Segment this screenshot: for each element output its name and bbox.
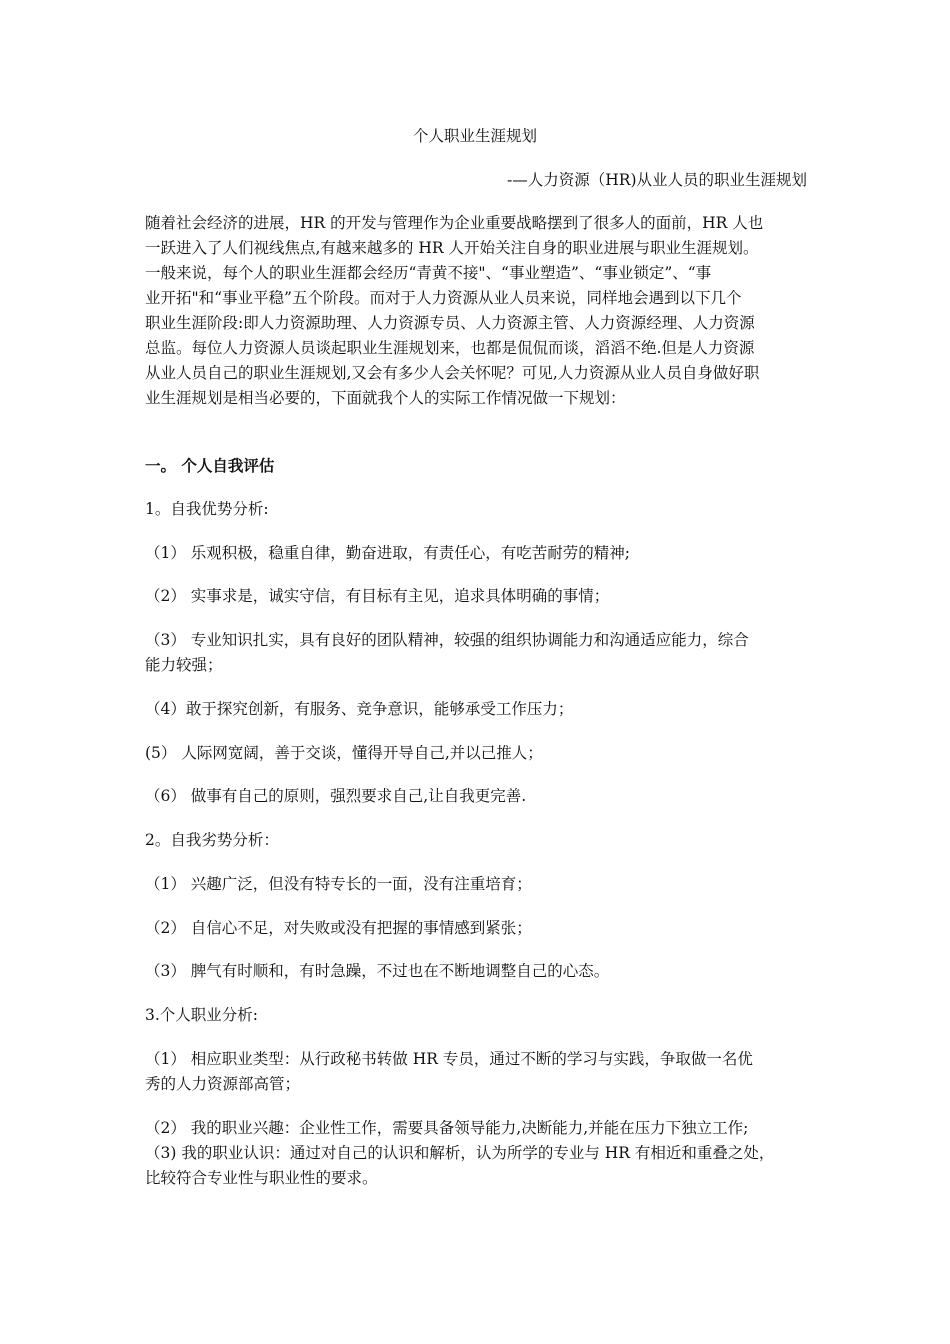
section-heading: 一。 个人自我评估	[145, 456, 275, 475]
weakness-item: （1） 兴趣广泛，但没有特专长的一面，没有注重培育；	[145, 875, 532, 893]
intro-line: 业开拓"和“事业平稳”五个阶段。而对于人力资源从业人员来说，同样地会遇到以下几个	[145, 289, 742, 307]
strength-item: （4）敢于探究创新，有服务、竞争意识，能够承受工作压力；	[145, 700, 574, 718]
document-subtitle: -—人力资源（HR)从业人员的职业生涯规划	[507, 171, 807, 189]
career-item-continued: 秀的人力资源部高管；	[145, 1075, 301, 1093]
intro-line: 从业人员自己的职业生涯规划,又会有多少人会关怀呢？可见,人力资源从业人员自身做好职	[145, 364, 760, 382]
weakness-item: （2） 自信心不足，对失败或没有把握的事情感到紧张；	[145, 919, 532, 937]
intro-line: 总监。每位人力资源人员谈起职业生涯规划来，也都是侃侃而谈，滔滔不绝.但是人力资源	[145, 339, 755, 357]
intro-line: 随着社会经济的进展，HR 的开发与管理作为企业重要战略摆到了很多人的面前，HR 人也	[145, 214, 764, 232]
strength-item: （3） 专业知识扎实，具有良好的团队精神，较强的组织协调能力和沟通适应能力，综合	[145, 631, 749, 649]
subsection-heading: 1。自我优势分析:	[145, 500, 269, 518]
subsection-heading: 3.个人职业分析:	[145, 1006, 259, 1024]
intro-line: 业生涯规划是相当必要的，下面就我个人的实际工作情况做一下规划：	[145, 389, 626, 407]
strength-item: （1） 乐观积极，稳重自律，勤奋进取，有责任心，有吃苦耐劳的精神;	[145, 544, 631, 562]
career-item: （2） 我的职业兴趣：企业性工作，需要具备领导能力,决断能力,并能在压力下独立工作;	[145, 1119, 749, 1137]
strength-item: （6） 做事有自己的原则，强烈要求自己,让自我更完善.	[145, 787, 527, 805]
intro-line: 一般来说，每个人的职业生涯都会经历“青黄不接"、“事业塑造”、“事业锁定”、“事	[145, 264, 712, 282]
subsection-heading: 2。自我劣势分析：	[145, 831, 279, 849]
career-item: （1） 相应职业类型：从行政秘书转做 HR 专员，通过不断的学习与实践，争取做一名优	[145, 1050, 753, 1068]
weakness-item: （3） 脾气有时顺和，有时急躁，不过也在不断地调整自己的心态。	[145, 962, 610, 980]
career-item-continued: 比较符合专业性与职业性的要求。	[145, 1169, 378, 1187]
document-title: 个人职业生涯规划	[412, 127, 537, 145]
career-item: （3) 我的职业认识：通过对自己的认识和解析，认为所学的专业与 HR 有相近和重叠之处，	[145, 1144, 775, 1162]
intro-line: 一跃进入了人们视线焦点,有越来越多的 HR 人开始关注自身的职业进展与职业生涯规划。	[145, 239, 759, 257]
strength-item: （2） 实事求是，诚实守信，有目标有主见，追求具体明确的事情；	[145, 587, 610, 605]
intro-line: 职业生涯阶段:即人力资源助理、人力资源专员、人力资源主管、人力资源经理、人力资源	[145, 314, 755, 332]
strength-item-continued: 能力较强；	[145, 656, 223, 674]
strength-item: (5） 人际网宽阔，善于交谈，懂得开导自己,并以己推人；	[145, 744, 543, 762]
